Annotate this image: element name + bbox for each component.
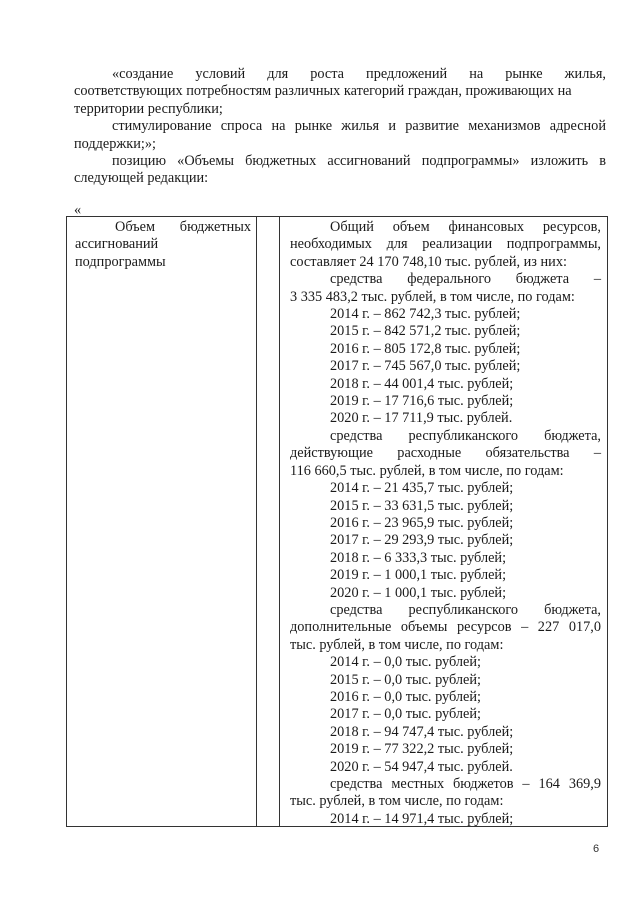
value-line: 2014 г. – 0,0 тыс. рублей; bbox=[330, 654, 482, 671]
value-line: 2019 г. – 1 000,1 тыс. рублей; bbox=[330, 567, 507, 584]
value-line: составляет 24 170 748,10 тыс. рублей, из них: bbox=[290, 253, 567, 270]
value-line: тыс. рублей, в том числе, по годам: bbox=[290, 636, 504, 653]
intro-line: следующей редакции: bbox=[74, 170, 209, 187]
value-line: 3 335 483,2 тыс. рублей, в том числе, по годам: bbox=[290, 288, 575, 305]
value-line: действующие расходные обязательства – bbox=[290, 445, 601, 462]
page-number: 6 bbox=[593, 843, 600, 855]
value-line: 2018 г. – 44 001,4 тыс. рублей; bbox=[330, 375, 514, 392]
intro-line: «создание условий для роста предложений на рынке жилья, bbox=[112, 66, 606, 82]
value-line: средства местных бюджетов – 164 369,9 bbox=[330, 776, 601, 792]
value-line: 2017 г. – 29 293,9 тыс. рублей; bbox=[330, 532, 514, 549]
value-line: необходимых для реализации подпрограммы, bbox=[290, 236, 601, 253]
table-divider bbox=[279, 217, 280, 826]
value-line: 2015 г. – 0,0 тыс. рублей; bbox=[330, 671, 482, 688]
value-line: средства республиканского бюджета, bbox=[330, 601, 601, 618]
intro-line: позицию «Объемы бюджетных ассигнований подпрограммы» изложить в bbox=[112, 153, 606, 170]
value-line: дополнительные объемы ресурсов – 227 017,0 bbox=[290, 619, 601, 636]
value-line: 2014 г. – 862 742,3 тыс. рублей; bbox=[330, 306, 521, 323]
label-line: ассигнований bbox=[75, 236, 159, 253]
value-line: 2014 г. – 21 435,7 тыс. рублей; bbox=[330, 480, 514, 497]
value-line: 2019 г. – 77 322,2 тыс. рублей; bbox=[330, 741, 514, 758]
intro-line: соответствующих потребностям различных категорий граждан, проживающих на bbox=[74, 83, 572, 100]
value-line: 2019 г. – 17 716,6 тыс. рублей; bbox=[330, 393, 514, 410]
open-quote: « bbox=[74, 202, 82, 218]
value-line: 2015 г. – 33 631,5 тыс. рублей; bbox=[330, 497, 514, 514]
table-label-cell bbox=[75, 219, 251, 271]
intro-line: поддержки;»; bbox=[74, 135, 156, 152]
table-divider bbox=[256, 217, 257, 826]
table-value-cell bbox=[290, 219, 601, 828]
value-line: тыс. рублей, в том числе, по годам: bbox=[290, 793, 504, 810]
intro-line: стимулирование спроса на рынке жилья и развитие механизмов адресной bbox=[112, 118, 606, 135]
value-line: 2018 г. – 6 333,3 тыс. рублей; bbox=[330, 549, 507, 566]
value-line: 2014 г. – 14 971,4 тыс. рублей; bbox=[330, 810, 514, 827]
value-line: 2017 г. – 745 567,0 тыс. рублей; bbox=[330, 358, 521, 375]
value-line: 2020 г. – 1 000,1 тыс. рублей; bbox=[330, 584, 507, 601]
value-line: 2020 г. – 17 711,9 тыс. рублей. bbox=[330, 410, 513, 427]
value-line: Общий объем финансовых ресурсов, bbox=[330, 219, 601, 235]
value-line: 2017 г. – 0,0 тыс. рублей; bbox=[330, 706, 482, 723]
budget-table bbox=[66, 216, 608, 827]
intro-line: территории республики; bbox=[74, 100, 223, 117]
value-line: 2018 г. – 94 747,4 тыс. рублей; bbox=[330, 723, 514, 740]
label-line: Объем бюджетных bbox=[115, 219, 251, 235]
value-line: 2015 г. – 842 571,2 тыс. рублей; bbox=[330, 323, 521, 340]
value-line: 2020 г. – 54 947,4 тыс. рублей. bbox=[330, 758, 513, 775]
label-line: подпрограммы bbox=[75, 253, 166, 270]
value-line: средства республиканского бюджета, bbox=[330, 427, 601, 444]
value-line: 2016 г. – 805 172,8 тыс. рублей; bbox=[330, 340, 521, 357]
value-line: 2016 г. – 0,0 тыс. рублей; bbox=[330, 688, 482, 705]
intro-text bbox=[74, 66, 606, 188]
value-line: 2016 г. – 23 965,9 тыс. рублей; bbox=[330, 514, 514, 531]
value-line: 116 660,5 тыс. рублей, в том числе, по годам: bbox=[290, 462, 564, 479]
value-line: средства федерального бюджета – bbox=[330, 271, 601, 288]
